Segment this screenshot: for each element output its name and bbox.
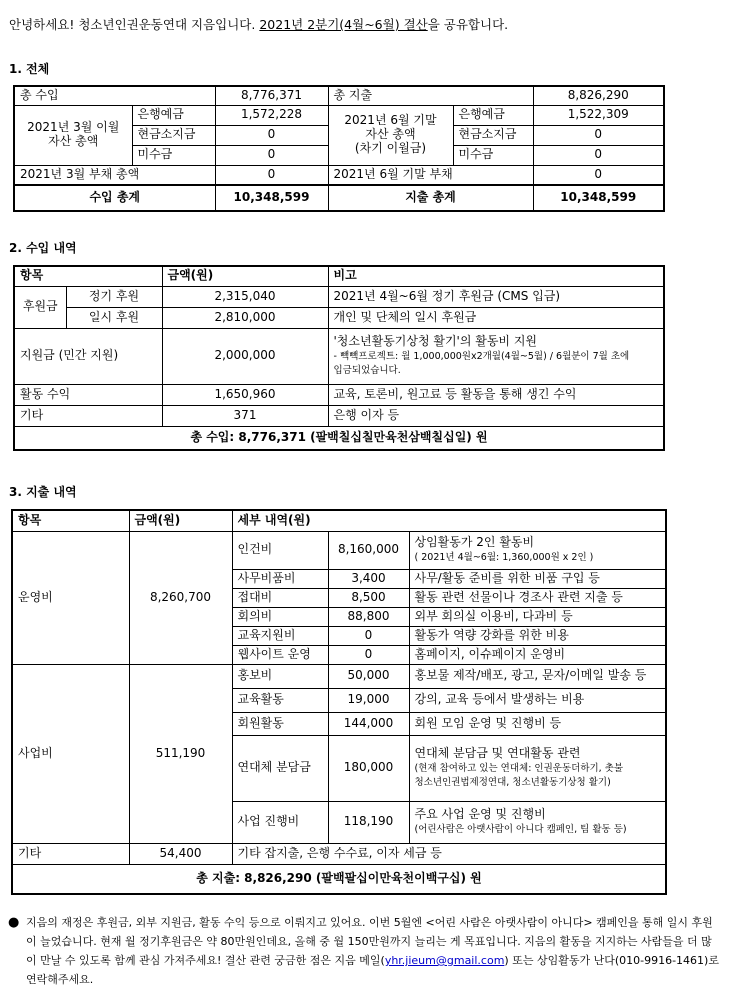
- start-receivable-value: 0: [215, 145, 328, 165]
- grant-note: [328, 328, 664, 384]
- onetime-donation-label: 일시 후원: [66, 307, 162, 328]
- biz-row-note-line2: (어린사람은 아랫사람이 아니다 캠페인, 팀 활동 등): [414, 824, 627, 836]
- intro-before: 안녕하세요! 청소년인권운동연대 지음입니다.: [9, 17, 260, 32]
- end-assets-label-line1: 2021년 6월 기말: [344, 113, 437, 128]
- biz-row-note: 홍보물 제작/배포, 광고, 문자/이메일 발송 등: [409, 664, 666, 688]
- end-receivable-label: 미수금: [453, 145, 533, 165]
- end-assets-label-line3: (차기 이월금): [354, 140, 427, 155]
- expense-header-amount: 금액(원): [129, 510, 232, 531]
- start-debt-value: 0: [215, 165, 328, 185]
- ops-row-note: 활동 관련 선물이나 경조사 관련 지출 등: [409, 588, 666, 607]
- start-receivable-label: 미수금: [132, 145, 215, 165]
- ops-row-value: 3,400: [328, 569, 409, 588]
- end-cash-label: 현금소지금: [453, 125, 533, 145]
- expense-table: [11, 509, 667, 895]
- donation-label: 후원금: [14, 286, 66, 328]
- biz-row-note-line1: 연대체 분담금 및 연대활동 관련: [414, 745, 581, 760]
- biz-row-value: 50,000: [328, 664, 409, 688]
- etc-expense-value: 54,400: [129, 843, 232, 864]
- biz-row-value: 118,190: [328, 801, 409, 843]
- biz-label: 사업비: [12, 664, 129, 843]
- activity-income-value: 1,650,960: [162, 384, 328, 405]
- biz-row-note-line1: 주요 사업 운영 및 진행비: [414, 806, 546, 821]
- summary-table: [13, 85, 665, 212]
- biz-row-name: 홍보비: [232, 664, 328, 688]
- biz-row-note: 회원 모임 운영 및 진행비 등: [409, 712, 666, 735]
- regular-donation-note: 2021년 4월~6월 정기 후원금 (CMS 입금): [328, 286, 664, 307]
- start-bank-value: 1,572,228: [215, 105, 328, 125]
- income-header-amount: 금액(원): [162, 266, 328, 286]
- section2-heading: 2. 수입 내역: [9, 241, 77, 255]
- intro-text: [9, 15, 508, 33]
- start-debt-label: 2021년 3월 부채 총액: [14, 165, 215, 185]
- biz-row-name: 연대체 분담금: [232, 735, 328, 801]
- end-assets-label: [328, 105, 453, 165]
- grant-note-line1: '청소년활동기상청 활기'의 활동비 지원: [333, 334, 538, 349]
- end-cash-value: 0: [533, 125, 664, 145]
- start-bank-label: 은행예금: [132, 105, 215, 125]
- ops-row-value: 8,160,000: [328, 531, 409, 569]
- ops-row-value: 88,800: [328, 607, 409, 626]
- etc-expense-label: 기타: [12, 843, 129, 864]
- intro-period: 2021년 2분기(4월~6월) 결산: [259, 17, 428, 32]
- ops-row-name: 사무비품비: [232, 569, 328, 588]
- grant-note-line3: 입금되었습니다.: [333, 364, 401, 376]
- income-table: [13, 265, 665, 451]
- ops-row-note: [409, 531, 666, 569]
- grant-value: 2,000,000: [162, 328, 328, 384]
- ops-row-name: 회의비: [232, 607, 328, 626]
- ops-row-note: 사무/활동 준비를 위한 비품 구입 등: [409, 569, 666, 588]
- section1-heading: 1. 전체: [9, 62, 50, 76]
- intro-after: 을 공유합니다.: [427, 17, 509, 32]
- regular-donation-value: 2,315,040: [162, 286, 328, 307]
- activity-income-note: 교육, 토론비, 원고료 등 활동을 통해 생긴 수익: [328, 384, 664, 405]
- start-cash-label: 현금소지금: [132, 125, 215, 145]
- footer-text: [26, 913, 720, 989]
- total-expense-value: 8,826,290: [533, 86, 664, 105]
- expense-sum-value: 10,348,599: [533, 185, 664, 211]
- end-receivable-value: 0: [533, 145, 664, 165]
- end-assets-label-line2: 자산 총액: [365, 127, 416, 142]
- onetime-donation-note: 개인 및 단체의 일시 후원금: [328, 307, 664, 328]
- ops-row-note-line2: ( 2021년 4월~6월: 1,360,000원 x 2인 ): [414, 551, 594, 563]
- biz-value: 511,190: [129, 664, 232, 843]
- start-assets-label-line1: 2021년 3월 이월: [27, 120, 120, 135]
- etc-income-note: 은행 이자 등: [328, 405, 664, 426]
- start-assets-label: [14, 105, 132, 165]
- income-sum-label: 수입 총계: [14, 185, 215, 211]
- income-header-note: 비고: [328, 266, 664, 286]
- section3-heading: 3. 지출 내역: [9, 485, 77, 499]
- income-header-item: 항목: [14, 266, 162, 286]
- activity-income-label: 활동 수익: [14, 384, 162, 405]
- start-assets-label-line2: 자산 총액: [48, 134, 99, 148]
- grant-note-line2: - 빽빽프로젝트: 월 1,000,000원x2개월(4월~5월) / 6월분이 7월 초에: [333, 350, 630, 362]
- ops-row-name: 인건비: [232, 531, 328, 569]
- etc-expense-note: 기타 잡지출, 은행 수수료, 이자 세금 등: [232, 843, 666, 864]
- footer-text-main: 지음의 재정은 후원금, 외부 지원금, 활동 수익 등으로 이뤄지고 있어요. 이번 5월엔 <어린 사람은 아랫사람이 아니다> 캠페인을 통해 일시 후원이 늘었습니다. 현재 월 정기후원금은 약 80만원인데요, 올해 중 월 150만원까지 늘리는 게 목표입니다. 지음의 활동을 지지하는 사람들을 더 많이 만날 수 있도록 함께 관심 가져주세요! 결산 관련 궁금한 점은 지음 메일(: [26, 916, 713, 967]
- biz-row-value: 144,000: [328, 712, 409, 735]
- ops-row-value: 0: [328, 626, 409, 645]
- total-expense-label: 총 지출: [328, 86, 533, 105]
- end-bank-label: 은행예금: [453, 105, 533, 125]
- bullet-icon: ●: [8, 915, 20, 930]
- biz-row-name: 회원활동: [232, 712, 328, 735]
- income-sum-value: 10,348,599: [215, 185, 328, 211]
- ops-row-note-line1: 상임활동가 2인 활동비: [414, 535, 535, 550]
- total-income-value: 8,776,371: [215, 86, 328, 105]
- biz-row-name: 사업 진행비: [232, 801, 328, 843]
- ops-value: 8,260,700: [129, 531, 232, 664]
- end-debt-label: 2021년 6월 기말 부채: [328, 165, 533, 185]
- biz-row-note: [409, 735, 666, 801]
- end-bank-value: 1,522,309: [533, 105, 664, 125]
- email-link[interactable]: yhr.jieum@gmail.com: [384, 954, 505, 967]
- biz-row-note-line2: (현재 참여하고 있는 연대체: 인권운동더하기, 촛불: [414, 763, 624, 775]
- total-income-label: 총 수입: [14, 86, 215, 105]
- biz-row-note-line3: 청소년인권법제정연대, 청소년활동기상청 활기): [414, 777, 611, 789]
- regular-donation-label: 정기 후원: [66, 286, 162, 307]
- income-total: 총 수입: 8,776,371 (팔백칠십칠만육천삼백칠십일) 원: [14, 426, 664, 450]
- biz-row-note: 강의, 교육 등에서 발생하는 비용: [409, 688, 666, 712]
- biz-row-name: 교육활동: [232, 688, 328, 712]
- ops-row-value: 0: [328, 645, 409, 664]
- grant-label: 지원금 (민간 지원): [14, 328, 162, 384]
- biz-row-value: 180,000: [328, 735, 409, 801]
- ops-label: 운영비: [12, 531, 129, 664]
- etc-income-value: 371: [162, 405, 328, 426]
- end-debt-value: 0: [533, 165, 664, 185]
- footer-text-after: ) 또는 상임활동가 난다(010-9916-1461)로 연락해주세요.: [26, 954, 719, 986]
- ops-row-name: 교육지원비: [232, 626, 328, 645]
- etc-income-label: 기타: [14, 405, 162, 426]
- start-cash-value: 0: [215, 125, 328, 145]
- footer-note: [8, 913, 720, 989]
- ops-row-name: 접대비: [232, 588, 328, 607]
- ops-row-value: 8,500: [328, 588, 409, 607]
- biz-row-note: [409, 801, 666, 843]
- ops-row-name: 웹사이트 운영: [232, 645, 328, 664]
- expense-header-detail: 세부 내역(원): [232, 510, 666, 531]
- onetime-donation-value: 2,810,000: [162, 307, 328, 328]
- biz-row-value: 19,000: [328, 688, 409, 712]
- ops-row-note: 홈페이지, 이슈페이지 운영비: [409, 645, 666, 664]
- ops-row-note: 활동가 역량 강화를 위한 비용: [409, 626, 666, 645]
- expense-sum-label: 지출 총계: [328, 185, 533, 211]
- expense-total: 총 지출: 8,826,290 (팔백팔십이만육천이백구십) 원: [12, 864, 666, 894]
- ops-row-note: 외부 회의실 이용비, 다과비 등: [409, 607, 666, 626]
- expense-header-item: 항목: [12, 510, 129, 531]
